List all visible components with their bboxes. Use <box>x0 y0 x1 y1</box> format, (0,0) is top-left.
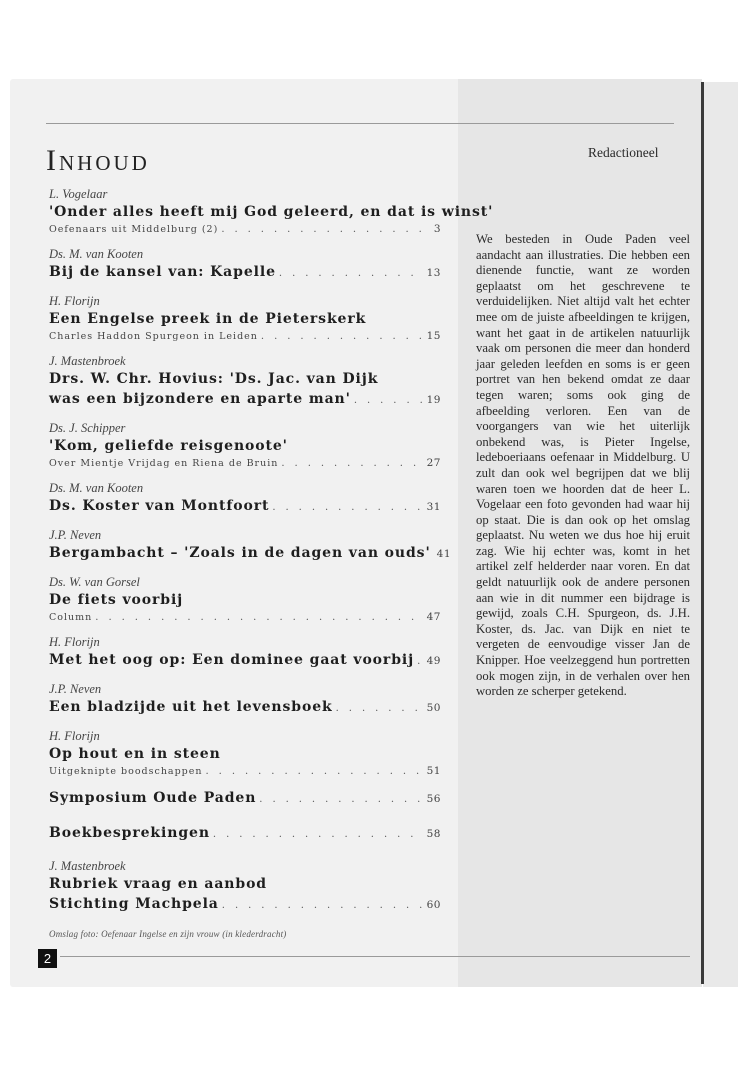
page-title: Inhoud <box>46 144 150 177</box>
toc-entry <box>49 634 441 672</box>
dot-leader <box>336 699 424 719</box>
toc-page-number: 58 <box>426 828 441 840</box>
toc-page-number: 47 <box>426 611 441 623</box>
toc-subtitle: Charles Haddon Spurgeon in Leiden <box>49 331 258 342</box>
bottom-divider <box>60 956 690 957</box>
toc-title: Stichting Machpela <box>49 896 219 912</box>
toc-page-number: 51 <box>426 765 441 777</box>
binding-spine <box>701 82 704 984</box>
toc-author: Ds. W. van Gorsel <box>49 575 140 589</box>
dot-leader <box>354 391 424 411</box>
toc-title: Ds. Koster van Montfoort <box>49 498 270 514</box>
toc-entry <box>49 293 441 344</box>
editorial-text: We besteden in Oude Paden veel aandacht aan illustraties. Die hebben een dienende functie, want ze worden geplaatst om het geschrevene te verduidelijken. Niet altijd valt het echter mee om de juiste afbeeldingen te krijgen, want het gaat in de artikelen natuurlijk vaak om personen die meer dan honderd jaar geleden leefden en soms is er geen portret van hen bekend omdat ze daar tegen waren; soms ook ging de afbeelding verloren. Een van de voorgangers van wie het uiterlijk onbekend was, is Pieter Ingelse, ledeboeriaans oefenaar in Middelburg. U zult dan ook wel begrijpen dat we blij waren toen we hoorden dat de heer L. Vogelaar een foto gevonden had waar hij op staat. Die is dan ook op het omslag geplaatst. Nu weten we dus hoe hij eruit zag. Wie hij echter was, komt in het artikel zelf helderder naar voren. En dat geldt natuurlijk ook de andere personen aan wie in dit nummer een bijdrage is gewijd, zoals C.H. Spurgeon, ds. J.H. Koster, ds. Jac. van Dijk en niet te vergeten de eenvoudige visser Jan de Knipper. Hoe veelzeggend hun portretten ook mogen zijn, in de verhalen over hen worden ze scherper getekend. <box>476 232 690 699</box>
top-divider <box>46 123 674 124</box>
toc-page-number: 60 <box>426 899 441 911</box>
toc-page-number: 41 <box>436 548 452 560</box>
toc-entry <box>49 186 494 237</box>
toc-subtitle: Column <box>49 612 93 623</box>
toc-entry <box>49 788 441 810</box>
toc-page-number: 15 <box>426 330 441 342</box>
toc-subtitle: Over Mientje Vrijdag en Riena de Bruin <box>49 458 279 469</box>
dot-leader <box>279 264 424 284</box>
dot-leader <box>206 765 424 779</box>
dot-leader <box>259 790 423 810</box>
dot-leader <box>222 896 424 916</box>
toc-entry <box>49 574 441 625</box>
toc-entry <box>49 246 441 284</box>
toc-page-number: 27 <box>426 457 441 469</box>
cover-photo-caption: Omslag foto: Oefenaar Ingelse en zijn vrouw (in klederdracht) <box>49 929 287 939</box>
dot-leader <box>95 611 423 625</box>
toc-title: Symposium Oude Paden <box>49 790 257 806</box>
section-label: Redactioneel <box>588 145 659 160</box>
toc-author: J. Mastenbroek <box>49 859 126 873</box>
toc-page-number: 56 <box>426 793 441 805</box>
toc-author: Ds. J. Schipper <box>49 421 126 435</box>
toc-page-number: 3 <box>433 223 441 235</box>
toc-author: H. Florijn <box>49 729 100 743</box>
dot-leader <box>221 223 431 237</box>
toc-author: L. Vogelaar <box>49 187 108 201</box>
toc-entry <box>49 728 441 779</box>
toc-author: J. Mastenbroek <box>49 354 126 368</box>
dot-leader <box>261 330 424 344</box>
table-of-contents <box>49 186 494 925</box>
toc-page-number: 50 <box>426 702 441 714</box>
toc-subtitle: Oefenaars uit Middelburg (2) <box>49 224 219 235</box>
toc-author: Ds. M. van Kooten <box>49 481 144 495</box>
toc-subtitle: Uitgeknipte boodschappen <box>49 766 203 777</box>
toc-author: J.P. Neven <box>49 528 102 542</box>
dot-leader <box>213 825 424 845</box>
toc-entry <box>49 527 452 565</box>
dot-leader <box>417 652 424 672</box>
toc-title: Een bladzijde uit het levensboek <box>49 699 333 715</box>
toc-title: Bij de kansel van: Kapelle <box>49 264 276 280</box>
toc-title: Boekbesprekingen <box>49 825 210 841</box>
toc-title: was een bijzondere en aparte man' <box>49 391 351 407</box>
toc-author: Ds. M. van Kooten <box>49 247 144 261</box>
toc-page-number: 31 <box>426 501 441 513</box>
toc-author: H. Florijn <box>49 635 100 649</box>
toc-author: H. Florijn <box>49 294 100 308</box>
toc-title: Rubriek vraag en aanbod <box>49 876 267 892</box>
toc-title: Bergambacht – 'Zoals in de dagen van ouds' <box>49 545 431 561</box>
toc-entry <box>49 353 441 411</box>
toc-entry <box>49 823 441 845</box>
toc-title: Een Engelse preek in de Pieterskerk <box>49 311 367 327</box>
toc-title: Met het oog op: Een dominee gaat voorbij <box>49 652 415 668</box>
toc-page-number: 13 <box>426 267 441 279</box>
next-page-edge <box>703 82 738 987</box>
toc-title: Op hout en in steen <box>49 746 221 762</box>
toc-page-number: 19 <box>426 394 441 406</box>
toc-title: 'Onder alles heeft mij God geleerd, en dat is winst' <box>49 204 494 220</box>
page-number-badge: 2 <box>38 949 57 968</box>
toc-title: Drs. W. Chr. Hovius: 'Ds. Jac. van Dijk <box>49 371 379 387</box>
toc-title: De fiets voorbij <box>49 592 184 608</box>
toc-title: 'Kom, geliefde reisgenoote' <box>49 438 288 454</box>
toc-entry <box>49 480 441 518</box>
toc-entry <box>49 420 441 471</box>
toc-author: J.P. Neven <box>49 682 102 696</box>
toc-entry <box>49 858 441 916</box>
dot-leader <box>281 457 423 471</box>
dot-leader <box>272 498 423 518</box>
toc-page-number: 49 <box>426 655 441 667</box>
toc-entry <box>49 681 441 719</box>
